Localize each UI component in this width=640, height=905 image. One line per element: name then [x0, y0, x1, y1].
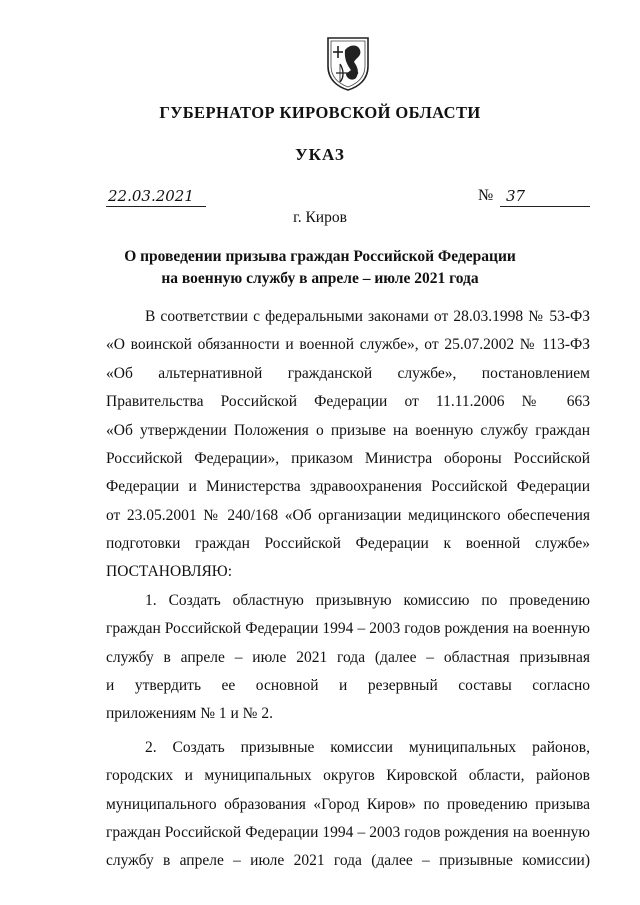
body-line: приложениям № 1 и № 2.	[106, 705, 273, 722]
body-line: службу в апреле – июле 2021 года (далее – областная призывная	[106, 649, 590, 666]
body-line-decree: ПОСТАНОВЛЯЮ:	[106, 563, 233, 580]
body-line: Российской Федерации», приказом Министра обороны Российской	[106, 450, 590, 467]
number-sign: №	[478, 187, 494, 204]
issuing-city: г. Киров	[293, 209, 347, 226]
body-line: В соответствии с федеральными законами от 28.03.1998 № 53-ФЗ	[145, 308, 590, 325]
body-line: городских и муниципальных округов Кировской области, районов	[106, 767, 590, 784]
body-line: граждан Российской Федерации 1994 – 2003 годов рождения на военную	[106, 824, 590, 841]
body-line: «О воинской обязанности и военной службе», от 25.07.2002 № 113-ФЗ	[106, 336, 590, 353]
body-line: «Об альтернативной гражданской службе», постановлением	[106, 365, 590, 382]
decree-title-line: О проведении призыва граждан Российской Федерации	[124, 248, 516, 265]
document-number: 37	[500, 186, 590, 207]
body-line: Правительства Российской Федерации от 11.11.2006 № 663	[106, 393, 590, 410]
coat-of-arms-emblem	[324, 32, 372, 92]
body-line: граждан Российской Федерации 1994 – 2003 годов рождения на военную	[106, 620, 590, 637]
body-line-item-1: 1. Создать областную призывную комиссию по проведению	[145, 592, 590, 609]
body-line: службу в апреле – июле 2021 года (далее – призывные комиссии)	[106, 852, 590, 869]
document-date: 22.03.2021	[106, 186, 206, 207]
body-line: от 23.05.2001 № 240/168 «Об организации медицинского обеспечения	[106, 507, 590, 524]
document-number-block	[478, 186, 590, 206]
decree-title	[80, 246, 560, 290]
body-line: муниципального образования «Город Киров» по проведению призыва	[106, 796, 590, 813]
body-line: «Об утверждении Положения о призыве на военную службу граждан	[106, 422, 590, 439]
body-line-item-2: 2. Создать призывные комиссии муниципальных районов,	[145, 739, 590, 756]
body-line: подготовки граждан Российской Федерации к военной службе»	[106, 535, 590, 552]
decree-title-line: на военную службу в апреле – июле 2021 года	[161, 270, 479, 287]
body-line: Федерации и Министерства здравоохранения Российской Федерации	[106, 478, 590, 495]
document-type: УКАЗ	[295, 145, 345, 164]
issuing-authority: ГУБЕРНАТОР КИРОВСКОЙ ОБЛАСТИ	[159, 103, 481, 122]
body-line: и утвердить ее основной и резервный составы согласно	[106, 677, 590, 694]
